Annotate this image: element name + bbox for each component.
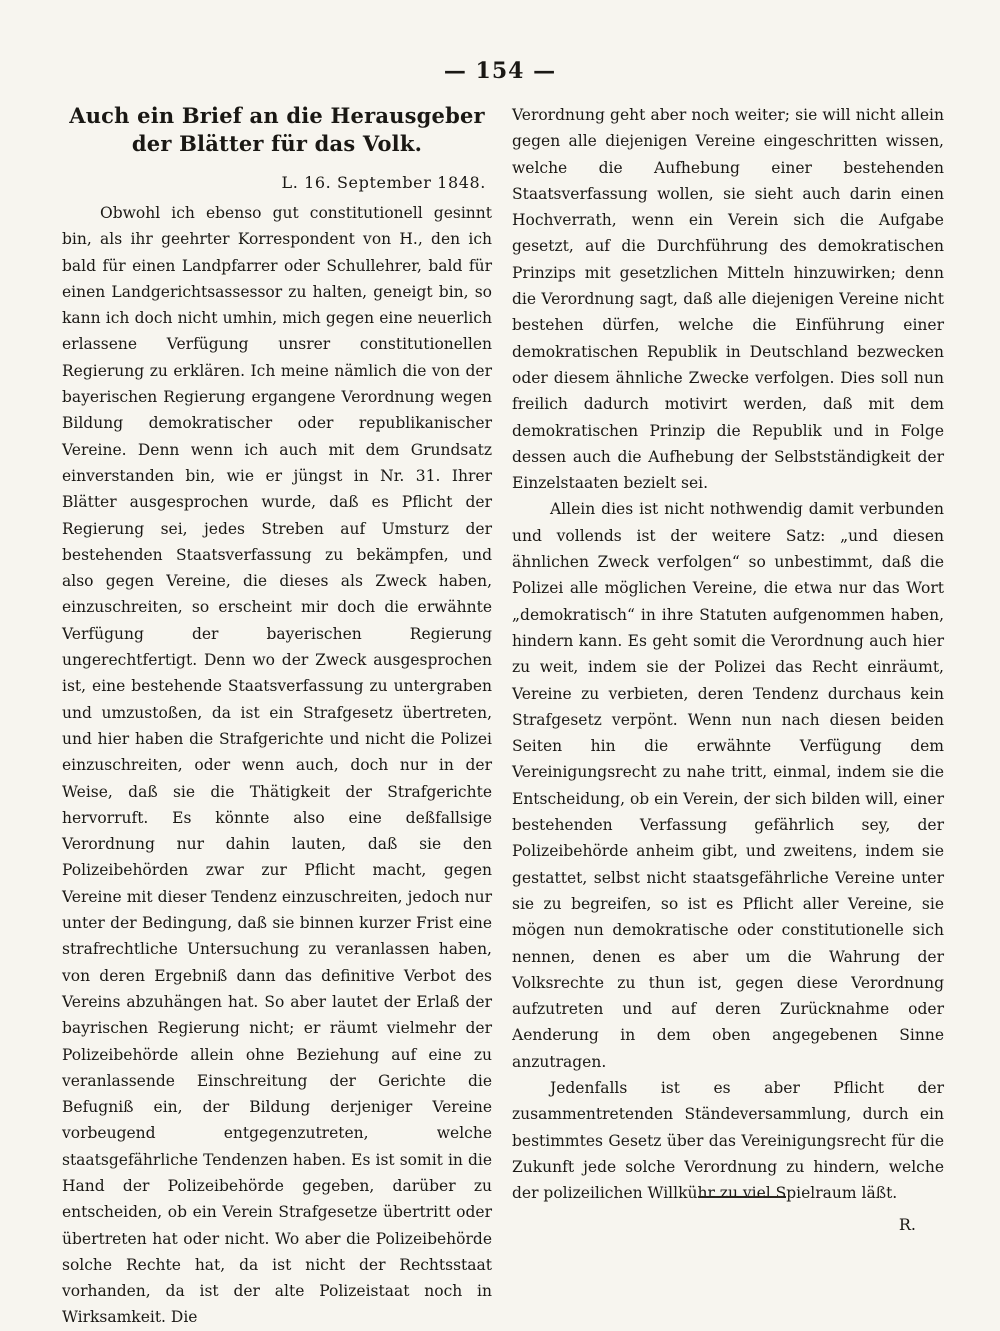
signature: R. [898,1215,916,1235]
page-number: — 154 — [443,58,557,84]
right-column [512,102,944,1238]
article-paragraph-1-part-1: Obwohl ich ebenso gut constitutionell gesinnt bin, als ihr geehrter Korrespondent von H., den ich bald für einen Landpfarrer oder Schullehrer, bald für einen Landgerichtsassessor zu halten, geneigt bin, so kann ich doch nicht umhin, mich gegen eine neuerlich erlassene Verfügung unsrer constitutionellen Regierung zu erklären. Ich meine nämlich die von der bayerischen Regierung ergangene Verordnung wegen Bildung demokratischer oder republikanischer Vereine. Denn wenn ich auch mit dem Grundsatz einverstanden bin, wie er jüngst in Nr. 31. Ihrer Blätter ausgesprochen wurde, daß es Pflicht der Regierung sei, jedes Streben auf Umsturz der bestehenden Staatsverfassung zu bekämpfen, und also gegen Vereine, die dieses als Zweck haben, einzuschreiten, so erscheint mir doch die erwähnte Verfügung der bayerischen Regierung ungerechtfertigt. Denn wo der Zweck ausgesprochen ist, eine bestehende Staatsverfassung zu untergraben und umzustoßen, da ist ein Strafgesetz übertreten, und hier haben die Strafgerichte und nicht die Polizei einzuschreiten, oder wenn auch, doch nur in der Weise, daß sie die Thätigkeit der Strafgerichte hervorruft. Es könnte also eine deßfallsige Verordnung nur dahin lauten, daß sie den Polizeibehörden zwar zur Pflicht macht, gegen Vereine mit dieser Tendenz einzuschreiten, jedoch nur unter der Bedingung, daß sie binnen kurzer Frist eine strafrechtliche Untersuchung zu veranlassen haben, von deren Ergebniß dann das definitive Verbot des Vereins abzuhängen hat. So aber lautet der Erlaß der bayrischen Regierung nicht; er räumt vielmehr der Polizeibehörde allein ohne Beziehung auf eine zu veranlassende Einschreitung der Gerichte die Befugniß ein, der Bildung derjeniger Vereine vorbeugend entgegenzutreten, welche staatsgefährliche Tendenzen haben. Es ist somit in die Hand der Polizeibehörde gegeben, darüber zu entscheiden, ob ein Verein Strafgesetze übertritt oder übertreten hat oder nicht. Wo aber die Polizeibehörde solche Rechte hat, da ist nicht der Rechtsstaat vorhanden, da ist der alte Polizeistaat noch in Wirksamkeit. Die [62,204,492,1327]
left-column [62,102,492,1331]
article-paragraph-3: Jedenfalls ist es aber Pflicht der zusammentretenden Ständeversammlung, durch ein bestimmtes Gesetz über das Vereinigungsrecht für die Zukunft jede solche Verordnung zu hindern, welche der polizeilichen Willkühr zu viel Spielraum läßt. [512,1078,944,1203]
article-paragraph-2: Allein dies ist nicht nothwendig damit verbunden und vollends ist der weitere Satz: „und diesen ähnlichen Zweck verfolgen“ so unbestimmt, daß die Polizei alle möglichen Vereine, die etwa nur das Wort „demokratisch“ in ihre Statuten aufgenommen haben, hindern kann. Es geht somit die Verordnung auch hier zu weit, indem sie der Polizei das Recht einräumt, Vereine zu verbieten, deren Tendenz durchaus kein Strafgesetz verpönt. Wenn nun nach diesen beiden Seiten hin die erwähnte Verfügung dem Vereinigungsrecht zu nahe tritt, einmal, indem sie die Entscheidung, ob ein Verein, der sich bilden will, einer bestehenden Verfassung gefährlich sey, der Polizeibehörde anheim gibt, und zweitens, indem sie gestattet, selbst nicht staatsgefährliche Vereine unter sie zu begreifen, so ist es Pflicht aller Vereine, sie mögen nun demokratische oder constitutionelle sich nennen, denen es aber um die Wahrung der Volksrechte zu thun ist, gegen diese Verordnung aufzutreten und auf deren Zurücknahme oder Aenderung in dem oben angegebenen Sinne anzutragen. [512,500,944,1071]
article-paragraph-1-part-2: Verordnung geht aber noch weiter; sie will nicht allein gegen alle diejenigen Vereine eingeschritten wissen, welche die Aufhebung einer bestehenden Staatsverfassung wollen, sie sieht auch darin einen Hochverrath, wenn ein Verein sich die Aufgabe gesetzt, auf die Durchführung des demokratischen Prinzips mit gesetzlichen Mitteln hinzuwirken; denn die Verordnung sagt, daß alle diejenigen Vereine nicht bestehen dürfen, welche die Einführung einer demokratischen Republik in Deutschland bezwecken oder diesem ähnliche Zwecke verfolgen. Dies soll nun freilich dadurch motivirt werden, daß mit dem demokratischen Prinzip die Republik und in Folge dessen auch die Aufhebung der Selbstständigkeit der Einzelstaaten bezielt sei. [512,106,944,493]
dateline: L. 16. September 1848. [281,173,486,192]
end-rule [698,1196,786,1198]
article-title: Auch ein Brief an die Herausgeber der Blätter für das Volk. [69,103,485,156]
